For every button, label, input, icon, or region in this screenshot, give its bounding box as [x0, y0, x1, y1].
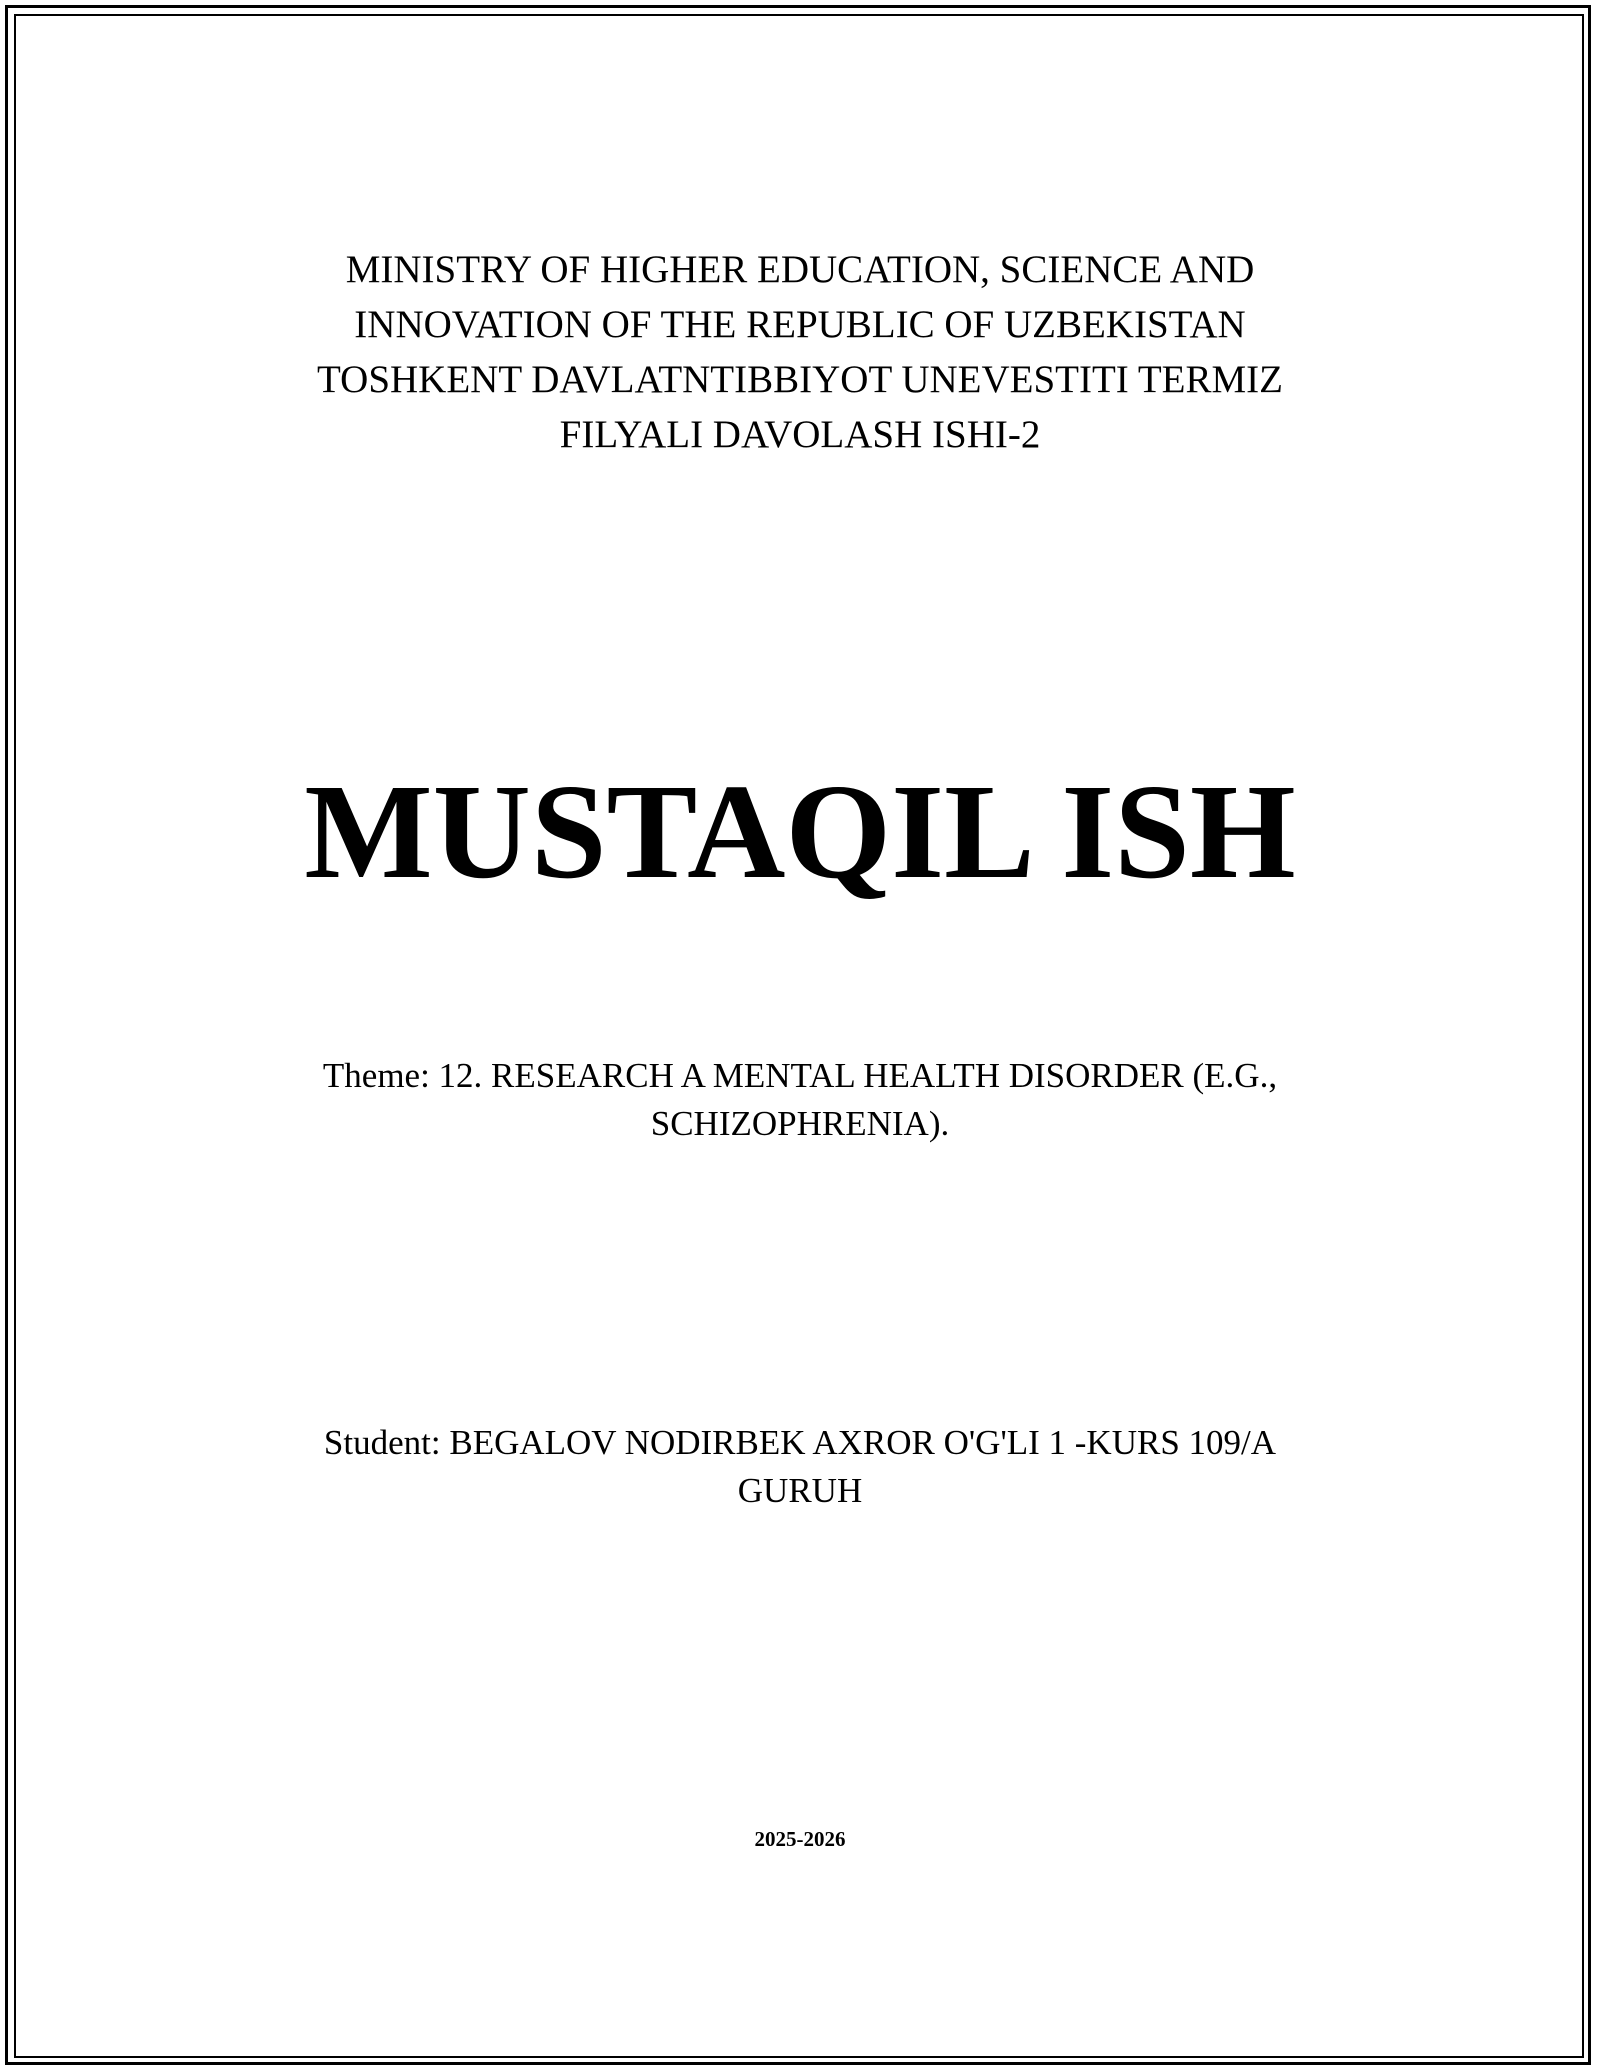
student-line: GURUH: [737, 1471, 863, 1510]
header-line: MINISTRY OF HIGHER EDUCATION, SCIENCE AND: [345, 248, 1255, 291]
header-line: TOSHKENT DAVLATNTIBBIYOT UNEVESTITI TERMIZ: [317, 358, 1283, 401]
student-line: Student: BEGALOV NODIRBEK AXROR O'G'LI 1 -KURS 109/A: [323, 1423, 1277, 1462]
theme-line: SCHIZOPHRENIA).: [650, 1104, 950, 1143]
header-line: INNOVATION OF THE REPUBLIC OF UZBEKISTAN: [354, 303, 1246, 346]
theme-text: [200, 1052, 1400, 1148]
academic-year: 2025-2026: [754, 1827, 846, 1851]
theme-line: Theme: 12. RESEARCH A MENTAL HEALTH DISORDER (E.G.,: [322, 1056, 1278, 1095]
student-info: [200, 1419, 1400, 1515]
institution-header: [200, 242, 1400, 462]
header-line: FILYALI DAVOLASH ISHI-2: [559, 413, 1041, 456]
document-title: MUSTAQIL ISH: [304, 757, 1296, 907]
